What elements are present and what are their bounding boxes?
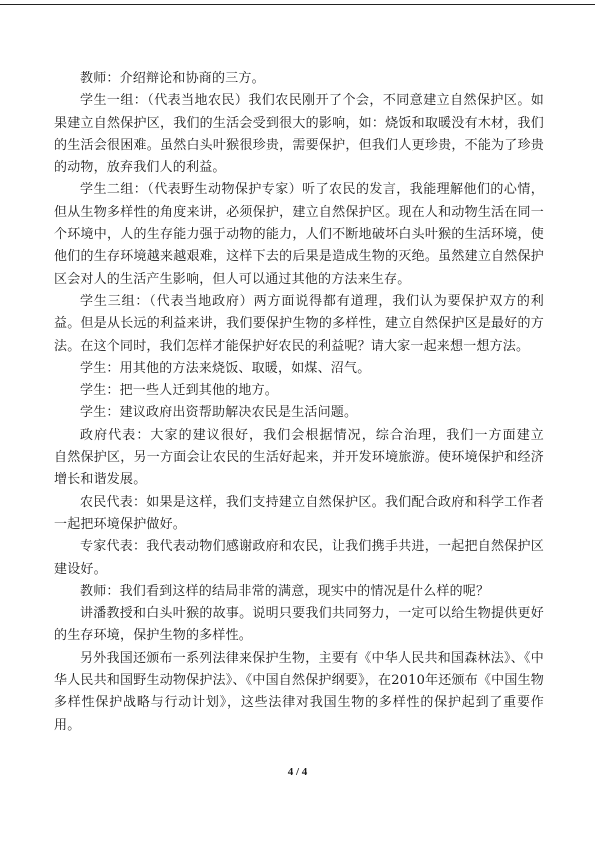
paragraph-group1-farmers: 学生一组：（代表当地农民）我们农民刚开了个会，不同意建立自然保护区。如果建立自然保护区，我们的生活会受到很大的影响，如：烧饭和取暖没有木材，我们的生活会很困难。虽然白头叶猴很珍贵，需要保护，但我们人更珍贵，不能为了珍贵的动物，放弃我们人的利益。 [54, 93, 544, 176]
paragraph-farmer-rep: 农民代表：如果是这样，我们支持建立自然保护区。我们配合政府和科学工作者一起把环境保护做好。 [54, 494, 544, 532]
header-rule [0, 4, 595, 5]
paragraph-group2-experts: 学生二组：（代表野生动物保护专家）听了农民的发言，我能理解他们的心情，但从生物多样性的角度来讲，必须保护，建立自然保护区。现在人和动物生活在同一个环境中，人的生存能力强于动物的能力，人们不断地破坏白头叶猴的生活环境，使他们的生存环境越来越艰难，这样下去的后果是造成生物的灭绝。虽然建立自然保护区会对人的生活产生影响，但人可以通过其他的方法来生存。 [54, 182, 544, 287]
paragraph-student-suggestion-2: 学生：把一些人迁到其他的地方。 [80, 383, 279, 399]
paragraph-government-rep: 政府代表：大家的建议很好，我们会根据情况，综合治理，我们一方面建立 自然保护区，另一方面会让农民的生活好起来，并开发环境旅游。使环境保护和经济增长和谐发展。 [54, 427, 571, 488]
page-number: 4 / 4 [287, 766, 308, 778]
paragraph-student-suggestion-1: 学生：用其他的方法来烧饭、取暖，如煤、沼气。 [80, 360, 371, 376]
paragraph-expert-rep: 专家代表：我代表动物们感谢政府和农民，让我们携手共进，一起把自然保护区建设好。 [54, 539, 544, 577]
paragraph-teacher-question: 教师：我们看到这样的结局非常的满意，现实中的情况是什么样的呢？ [80, 583, 490, 599]
paragraph-story: 讲潘教授和白头叶猴的故事。说明只要我们共同努力，一定可以给生物提供更好的生存环境，保护生物的多样性。 [54, 606, 544, 644]
paragraph-laws: 另外我国还颁布一系列法律来保护生物，主要有《中华人民共和国森林法》、《中华人民共和国野生动物保护法》、《中国自然保护纲要》，在2010年还颁布《中国生物多样性保护战略与行动计划》，这些法律对我国生物的多样性的保护起到了重要作用。 [54, 650, 544, 733]
paragraph-student-suggestion-3: 学生：建议政府出资帮助解决农民是生活问题。 [80, 405, 358, 421]
paragraph-group3-government: 学生三组：（代表当地政府）两方面说得都有道理，我们认为要保护双方的利益。但是从长远的利益来讲，我们要保护生物的多样性，建立自然保护区是最好的方法。在这个同时，我们怎样才能保护好农民的利益呢？请大家一起来想一想方法。 [54, 293, 544, 354]
paragraph-teacher-intro: 教师：介绍辩论和协商的三方。 [80, 71, 265, 86]
page-body [54, 68, 571, 737]
